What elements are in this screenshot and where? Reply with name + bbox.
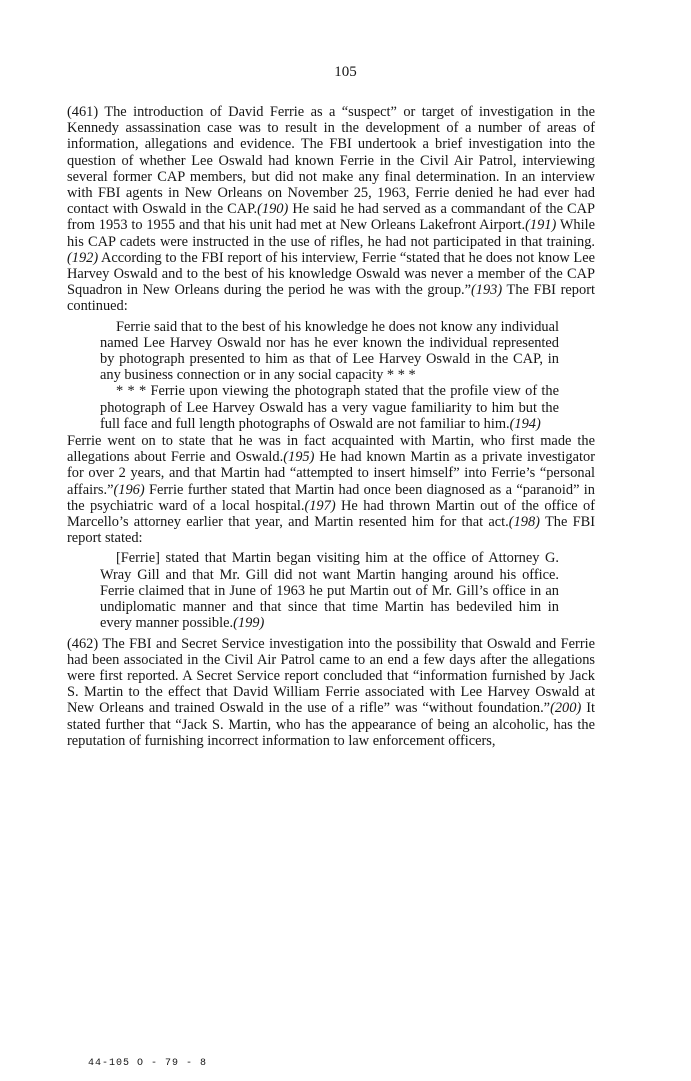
footnote-ref: (195) — [283, 449, 315, 466]
paragraph-continuation — [67, 433, 595, 546]
text-run: According to the FBI report of his interview, Ferrie “stated that he does not know Lee Harvey Oswald and to the best of his knowledge Oswald was never a member of the CAP Squadron in New Orleans during the period he was with the group.” — [67, 249, 595, 299]
text-run: It stated further that “Jack S. Martin, who has the appearance of being an alcoholic, has the reputation of furnishing incorrect information to law enforcement officers, — [67, 700, 595, 749]
text-run: (462) The FBI and Secret Service investigation into the possibility that Oswald and Ferrie had been associated in the Civil Air Patrol came to an end a few days after the allegations were first reported. A Secret Service report concluded that “information furnished by Jack S. Martin to the effect that David William Ferrie associated with Lee Harvey Oswald at New Orleans and trained Oswald in the use of a rifle” was “without foundation.” — [67, 635, 595, 717]
block-quote-fbi-report — [67, 319, 595, 432]
page-body — [67, 104, 595, 749]
footnote-ref: (193) — [471, 282, 503, 299]
text-run: While his CAP cadets were instructed in the use of rifles, he had not participated in that training. — [67, 217, 596, 250]
paragraph-462 — [67, 636, 595, 749]
block-quote-ferrie-statement — [67, 550, 595, 631]
text-run: Ferrie went on to state that he was in fact acquainted with Martin, who first made the allegations about Ferrie and Oswald. — [67, 433, 595, 466]
footnote-ref: (196) — [113, 481, 145, 498]
text-run: The FBI report stated: — [67, 514, 596, 547]
text-run: [Ferrie] stated that Martin began visiting him at the office of Attorney G. Wray Gill and that Mr. Gill did not want Martin hanging around his office. Ferrie claimed that in June of 1963 he put Martin out of Mr. Gill’s office in an undiplomatic manner and that since that time Martin has bedeviled him in every manner possible. — [100, 550, 559, 632]
page-number: 105 — [334, 64, 357, 80]
text-run: He said he had served as a commandant of the CAP from 1953 to 1955 and that his unit had met at New Orleans Lakefront Airport. — [67, 201, 595, 234]
footnote-ref: (198) — [508, 514, 540, 531]
text-run: The FBI report continued: — [67, 282, 595, 315]
paragraph-461 — [67, 104, 595, 315]
text-run: He had thrown Martin out of the office of Marcello’s attorney earlier that year, and Martin resented him for that act. — [67, 497, 596, 531]
footnote-ref: (191) — [525, 217, 557, 234]
footer-printing-code: 44-105 O - 79 - 8 — [88, 1058, 208, 1069]
quote-paragraph: Ferrie said that to the best of his knowledge he does not know any individual named Lee Harvey Oswald nor has he ever known the individual represented by photograph presented to him as that of Lee Harvey Oswald in the CAP, in any business connection or in any social capacity * * * — [100, 318, 559, 384]
footnote-ref: (190) — [257, 201, 289, 218]
footnote-ref: (192) — [67, 249, 99, 266]
text-run: * * * Ferrie upon viewing the photograph stated that the profile view of the photograph of Lee Harvey Oswald has a very vague familiarity to him but the full face and full length photographs of Oswald are not familiar to him. — [100, 383, 559, 432]
footnote-ref: (194) — [509, 415, 541, 432]
quote-paragraph — [100, 550, 559, 631]
footnote-ref: (200) — [550, 700, 582, 717]
text-run: Ferrie further stated that Martin had once been diagnosed as a “paranoid” in the psychiatric ward of a local hospital. — [67, 481, 595, 514]
footnote-ref: (197) — [304, 497, 336, 514]
footnote-ref: (199) — [233, 615, 265, 632]
text-run: He had known Martin as a private investigator for over 2 years, and that Martin had “attempted to insert himself” into Ferrie’s “personal affairs.” — [67, 449, 596, 498]
quote-paragraph — [100, 383, 559, 432]
text-run: (461) The introduction of David Ferrie as a “suspect” or target of investigation in the Kennedy assassination case was to result in the development of a number of areas of information, allegations and evidence. The FBI undertook a brief investigation into the question of whether Lee Oswald had known Ferrie in the Civil Air Patrol, interviewing several former CAP members, but did not make any final determination. In an interview with FBI agents in New Orleans on November 25, 1963, Ferrie denied he had ever had contact with Oswald in the CAP. — [67, 104, 595, 218]
